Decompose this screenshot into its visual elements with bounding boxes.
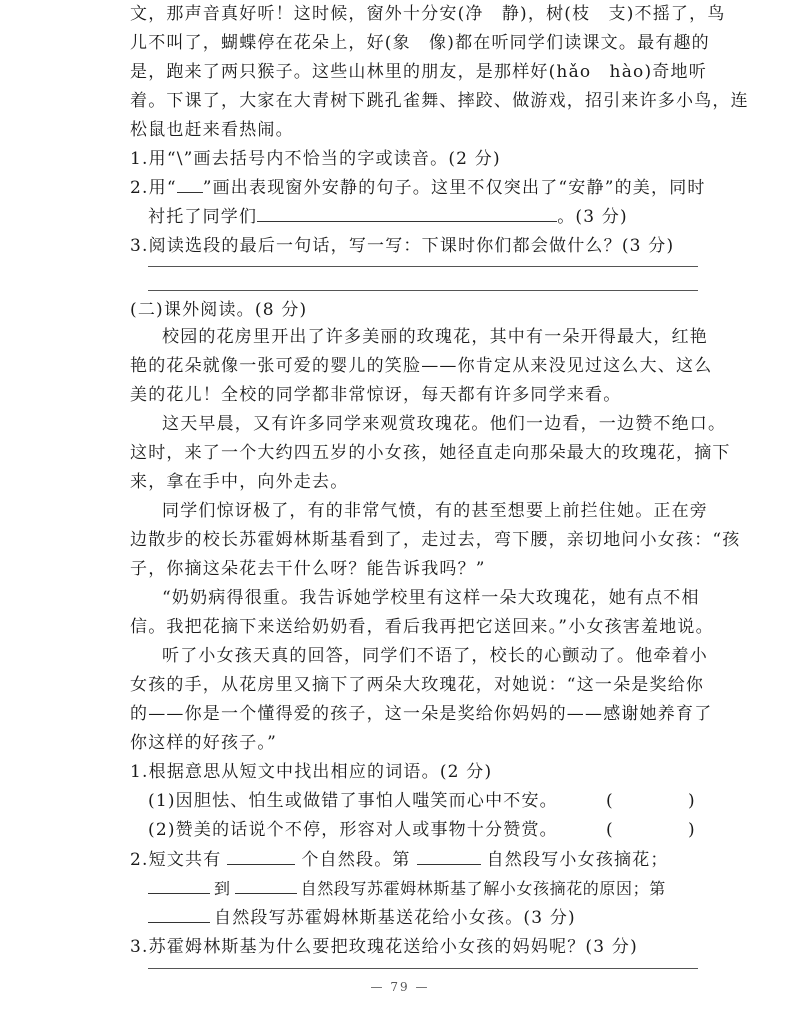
footer-rule [148,968,698,969]
answer-blank-range-end[interactable] [235,875,297,894]
question-2-1-item-2: (2)赞美的话说个不停，形容对人或事物十分赞赏。 [148,820,558,840]
question-2-1-item-1: (1)因胆怯、怕生或做错了事怕人嗤笑而心中不安。 [148,791,558,811]
passage2-line-13: 女孩的手，从花房里又摘下了两朵大玫瑰花，对她说：“这一朵是奖给你 [130,675,705,695]
answer-slot-1[interactable] [614,787,684,811]
passage2-line-4: 这天早晨，又有许多同学来观赏玫瑰花。他们一边看，一边赞不绝口。 [162,414,727,434]
passage2-line-9: 子，你摘这朵花去干什么呀？能告诉我吗？” [130,559,486,579]
underline-sample [177,174,203,193]
passage1-line-4: 着。下课了，大家在大青树下跳孔雀舞、摔跤、做游戏，招引来许多小鸟，连 [130,91,749,111]
passage2-line-11: 信。我把花摘下来送给奶奶看，看后我再把它送回来。”小女孩害羞地说。 [130,617,714,637]
question-2-2-part-e: 自然段写苏霍姆林斯基了解小女孩摘花的原因；第 [300,879,666,898]
answer-line-2[interactable] [148,290,698,291]
passage2-line-14: 的——你是一个懂得爱的孩子，这一朵是奖给你妈妈的——感谢她养育了 [130,704,713,724]
page-number: — 79 — [370,980,430,994]
question-2-2-part-b: 个自然段。第 [301,850,411,870]
passage2-line-12: 听了小女孩天真的回答，同学们不语了，校长的心颤动了。他牵着小 [162,646,708,666]
answer-blank-range-start[interactable] [148,875,210,894]
question-2-1: 1.根据意思从短文中找出相应的词语。(2 分) [130,762,493,782]
question-1-2-cont [148,203,700,231]
answer-paren-close-1: ) [688,791,695,811]
question-2-2-part-d: 到 [214,879,231,898]
passage2-line-1: 校园的花房里开出了许多美丽的玫瑰花，其中有一朵开得最大，红艳 [162,327,708,347]
passage1-line-5: 松鼠也赶来看热闹。 [130,120,294,140]
question-2-2-line-2 [148,875,700,903]
passage2-line-10: “奶奶病得很重。我告诉她学校里有这样一朵大玫瑰花，她有点不相 [162,588,700,608]
question-2-2-part-a: 2.短文共有 [130,850,222,870]
passage2-line-5: 这时，来了一个大约四五岁的小女孩，她径直走向那朵最大的玫瑰花，摘下 [130,443,731,463]
question-1-3: 3.阅读选段的最后一句话，写一写：下课时你们都会做什么？(3 分) [130,236,675,256]
passage2-line-3: 美的花儿！全校的同学都非常惊讶，每天都有许多同学来看。 [130,385,622,405]
question-2-2-part-f: 自然段写苏霍姆林斯基送花给小女孩。(3 分) [214,908,576,928]
question-1-2 [130,174,706,202]
passage2-line-15: 你这样的好孩子。” [130,733,277,753]
answer-line-1[interactable] [148,266,698,267]
answer-blank-gift-paragraph[interactable] [148,904,210,923]
passage2-line-7: 同学们惊讶极了，有的非常气愤，有的甚至想要上前拦住她。正在旁 [162,501,708,521]
answer-paren-open-2: ( [606,820,613,840]
answer-slot-2[interactable] [614,816,684,840]
question-1-2-part-d: 。(3 分) [557,207,628,227]
passage2-line-2: 艳的花朵就像一张可爱的婴儿的笑脸——你肯定从来没见过这么大、这么 [130,356,713,376]
answer-blank-paragraph-count[interactable] [227,846,295,865]
passage2-line-6: 来，拿在手中，向外走去。 [130,472,349,492]
question-1-2-part-c: 衬托了同学们 [148,207,258,227]
answer-blank-1-2[interactable] [257,203,557,222]
passage1-line-1: 文，那声音真好听！这时候，窗外十分安(净 静)，树(枝 支)不摇了，鸟 [130,4,726,24]
answer-blank-pick-flower[interactable] [417,846,481,865]
question-1-1: 1.用“\”画去括号内不恰当的字或读音。(2 分) [130,149,501,169]
question-2-2-part-c: 自然段写小女孩摘花； [486,850,669,870]
passage2-line-8: 边散步的校长苏霍姆林斯基看到了，走过去，弯下腰，亲切地问小女孩：“孩 [130,530,741,550]
answer-paren-open-1: ( [606,791,613,811]
question-2-3: 3.苏霍姆林斯基为什么要把玫瑰花送给小女孩的妈妈呢？(3 分) [130,937,638,957]
question-1-2-part-a: 2.用“ [130,178,177,198]
question-2-2 [130,846,700,874]
question-2-2-line-3 [148,904,700,932]
answer-paren-close-2: ) [688,820,695,840]
passage1-line-2: 儿不叫了，蝴蝶停在花朵上，好(象 像)都在听同学们读课文。最有趣的 [130,33,710,53]
section-2-heading: (二)课外阅读。(8 分) [130,300,308,320]
passage1-line-3: 是，跑来了两只猴子。这些山林里的朋友，是那样好(hǎo hào)奇地听 [130,62,707,82]
question-1-2-part-b: ”画出表现窗外安静的句子。这里不仅突出了“安静”的美，同时 [202,178,706,198]
